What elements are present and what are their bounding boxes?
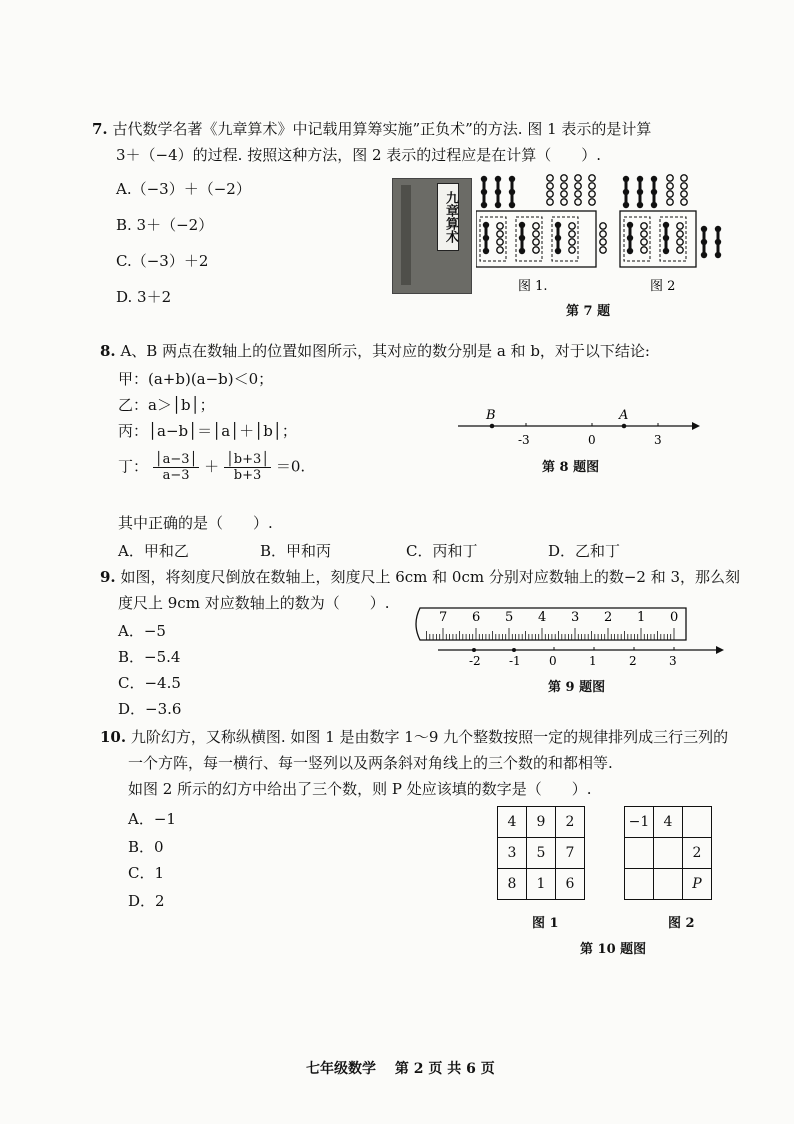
grid2-cell: 2 bbox=[683, 838, 712, 869]
q10-fig2-label: 图 2 bbox=[668, 916, 695, 931]
grid2-cell: 4 bbox=[654, 807, 683, 838]
ruler-label: 4 bbox=[538, 610, 547, 625]
negative-rod bbox=[569, 223, 575, 253]
q9-line1 bbox=[100, 566, 740, 587]
q8-statement-1: 甲：(a+b)(a−b)＜0； bbox=[118, 370, 274, 388]
q10-option-c: C．1 bbox=[128, 864, 165, 882]
q10-option-d: D．2 bbox=[128, 892, 165, 910]
negative-rod bbox=[600, 223, 606, 253]
grid2-cell: P bbox=[683, 869, 712, 900]
q10-option-a: A．−1 bbox=[128, 810, 176, 828]
negative-rod bbox=[533, 223, 539, 253]
fig1-label: 图 1. bbox=[518, 279, 548, 294]
tick-neg3: -3 bbox=[518, 433, 530, 447]
q8-fraction-1 bbox=[153, 452, 200, 483]
grid1-cell: 2 bbox=[556, 807, 585, 838]
negative-rod bbox=[497, 223, 503, 253]
ruler-label: 5 bbox=[505, 610, 514, 625]
q9-option-d: D．−3.6 bbox=[118, 700, 182, 718]
q7-line1 bbox=[92, 118, 651, 139]
q8-fraction-2 bbox=[224, 452, 271, 483]
axis-label: 2 bbox=[629, 654, 637, 668]
positive-rod bbox=[701, 226, 707, 258]
q9-text-1: 如图，将刻度尺倒放在数轴上，刻度尺上 6cm 和 0cm 分别对应数轴上的数−2 和 3，那么刻 bbox=[120, 568, 741, 586]
positive-rod bbox=[509, 176, 515, 208]
q8-option-b: B．甲和丙 bbox=[260, 542, 332, 560]
q8-option-d: D．乙和丁 bbox=[548, 542, 621, 560]
q8-frac2-denominator: b+3 bbox=[233, 468, 262, 483]
ruler-label: 1 bbox=[637, 610, 646, 625]
q7-text-2: 3＋（−4）的过程. 按照这种方法，图 2 表示的过程应是在计算（ ）. bbox=[116, 146, 602, 164]
grid1-cell: 9 bbox=[527, 807, 556, 838]
positive-rod bbox=[481, 176, 487, 208]
q8-number: 8. bbox=[100, 342, 116, 360]
q10-caption: 第 10 题图 bbox=[580, 942, 647, 957]
negative-rod bbox=[677, 223, 683, 253]
q8-number-line bbox=[456, 404, 706, 450]
ruler-label: 2 bbox=[604, 610, 613, 625]
q9-option-c: C．−4.5 bbox=[118, 674, 181, 692]
positive-rod bbox=[715, 226, 721, 258]
magic-square-2 bbox=[624, 806, 712, 900]
q7-option-a: A.（−3）＋（−2） bbox=[116, 180, 251, 198]
book-image bbox=[392, 178, 472, 294]
grid1-cell: 7 bbox=[556, 838, 585, 869]
q9-ruler-figure bbox=[408, 604, 728, 674]
negative-rod bbox=[547, 175, 553, 205]
q10-line1 bbox=[100, 726, 728, 747]
q10-text-3: 如图 2 所示的幻方中给出了三个数，则 P 处应该填的数字是（ ）. bbox=[128, 780, 592, 798]
q8-ask: 其中正确的是（ ）. bbox=[118, 514, 273, 532]
ruler-label: 6 bbox=[472, 610, 481, 625]
grid1-cell: 8 bbox=[498, 869, 527, 900]
q8-s4-suffix: ＝0. bbox=[275, 457, 306, 476]
axis-point bbox=[472, 648, 476, 652]
negative-rod bbox=[589, 175, 595, 205]
q7-option-b: B. 3＋（−2） bbox=[116, 216, 214, 234]
grid1-cell: 3 bbox=[498, 838, 527, 869]
tick-0: 0 bbox=[588, 433, 596, 447]
q10-number: 10. bbox=[100, 728, 127, 746]
q9-option-b: B．−5.4 bbox=[118, 648, 181, 666]
positive-rod bbox=[519, 222, 525, 254]
negative-rod bbox=[681, 175, 687, 205]
negative-rod bbox=[667, 175, 673, 205]
q8-caption: 第 8 题图 bbox=[542, 460, 600, 475]
q7-option-c: C.（−3）＋2 bbox=[116, 252, 209, 270]
q9-caption: 第 9 题图 bbox=[548, 680, 606, 695]
book-title-label: 九章算术 bbox=[437, 183, 459, 251]
ruler-label: 0 bbox=[670, 610, 679, 625]
positive-rod bbox=[663, 222, 669, 254]
point-b bbox=[490, 424, 495, 429]
axis-label: -1 bbox=[509, 654, 521, 668]
q8-frac2-numerator: │b+3│ bbox=[225, 452, 270, 467]
q8-s4-prefix: 丁： bbox=[118, 457, 149, 476]
q8-option-a: A．甲和乙 bbox=[118, 542, 189, 560]
q8-frac1-denominator: a−3 bbox=[162, 468, 190, 483]
q8-statement-2: 乙：a＞│b│； bbox=[118, 396, 215, 414]
q10-option-b: B．0 bbox=[128, 838, 164, 856]
ruler-label: 7 bbox=[439, 610, 448, 625]
grid2-cell bbox=[625, 869, 654, 900]
negative-rod bbox=[575, 175, 581, 205]
magic-square-1 bbox=[497, 806, 585, 900]
grid1-cell: 5 bbox=[527, 838, 556, 869]
grid2-cell bbox=[654, 869, 683, 900]
q8-statement-4 bbox=[118, 452, 305, 483]
q10-fig1-label: 图 1 bbox=[532, 916, 559, 931]
positive-rod bbox=[495, 176, 501, 208]
q8-text-1: A、B 两点在数轴上的位置如图所示，其对应的数分别是 a 和 b，对于以下结论: bbox=[120, 342, 650, 360]
counting-rods bbox=[480, 175, 721, 261]
positive-rod bbox=[555, 222, 561, 254]
grid2-cell: −1 bbox=[625, 807, 654, 838]
grid2-cell bbox=[683, 807, 712, 838]
q8-plus: ＋ bbox=[204, 457, 220, 476]
axis-point bbox=[512, 648, 516, 652]
ruler-label: 3 bbox=[571, 610, 580, 625]
label-b: B bbox=[486, 408, 496, 423]
q7-number: 7. bbox=[92, 120, 108, 138]
q9-number: 9. bbox=[100, 568, 116, 586]
q8-line1 bbox=[100, 340, 650, 361]
q7-caption: 第 7 题 bbox=[566, 304, 611, 319]
grid2-cell bbox=[625, 838, 654, 869]
grid2-cell bbox=[654, 838, 683, 869]
axis-label: -2 bbox=[469, 654, 481, 668]
axis-label: 3 bbox=[669, 654, 677, 668]
q7-text-1: 古代数学名著《九章算术》中记载用算筹实施”正负术”的方法. 图 1 表示的是计算 bbox=[112, 120, 652, 138]
label-a: A bbox=[619, 408, 629, 423]
q9-option-a: A．−5 bbox=[118, 622, 166, 640]
page-footer: 七年级数学 第 2 页 共 6 页 bbox=[306, 1061, 495, 1077]
positive-rod bbox=[623, 176, 629, 208]
point-a bbox=[622, 424, 627, 429]
grid1-cell: 4 bbox=[498, 807, 527, 838]
q9-text-2: 度尺上 9cm 对应数轴上的数为（ ）. bbox=[118, 594, 390, 612]
grid1-cell: 6 bbox=[556, 869, 585, 900]
axis-label: 1 bbox=[589, 654, 597, 668]
positive-rod bbox=[651, 176, 657, 208]
tick-3: 3 bbox=[654, 433, 662, 447]
negative-rod bbox=[561, 175, 567, 205]
q10-text-2: 一个方阵，每一横行、每一竖列以及两条斜对角线上的三个数的和都相等. bbox=[128, 754, 613, 772]
positive-rod bbox=[483, 222, 489, 254]
negative-rod bbox=[641, 223, 647, 253]
q10-text-1: 九阶幻方，又称纵横图. 如图 1 是由数字 1～9 九个整数按照一定的规律排列成三行三列的 bbox=[130, 728, 729, 746]
grid1-cell: 1 bbox=[527, 869, 556, 900]
fig2-label: 图 2 bbox=[650, 279, 676, 294]
positive-rod bbox=[637, 176, 643, 208]
q8-frac1-numerator: │a−3│ bbox=[154, 452, 198, 467]
axis-label: 0 bbox=[549, 654, 557, 668]
q8-statement-3: 丙：│a−b│＝│a│＋│b│； bbox=[118, 422, 297, 440]
positive-rod bbox=[627, 222, 633, 254]
q8-option-c: C．丙和丁 bbox=[406, 542, 478, 560]
q7-option-d: D. 3＋2 bbox=[116, 288, 172, 306]
